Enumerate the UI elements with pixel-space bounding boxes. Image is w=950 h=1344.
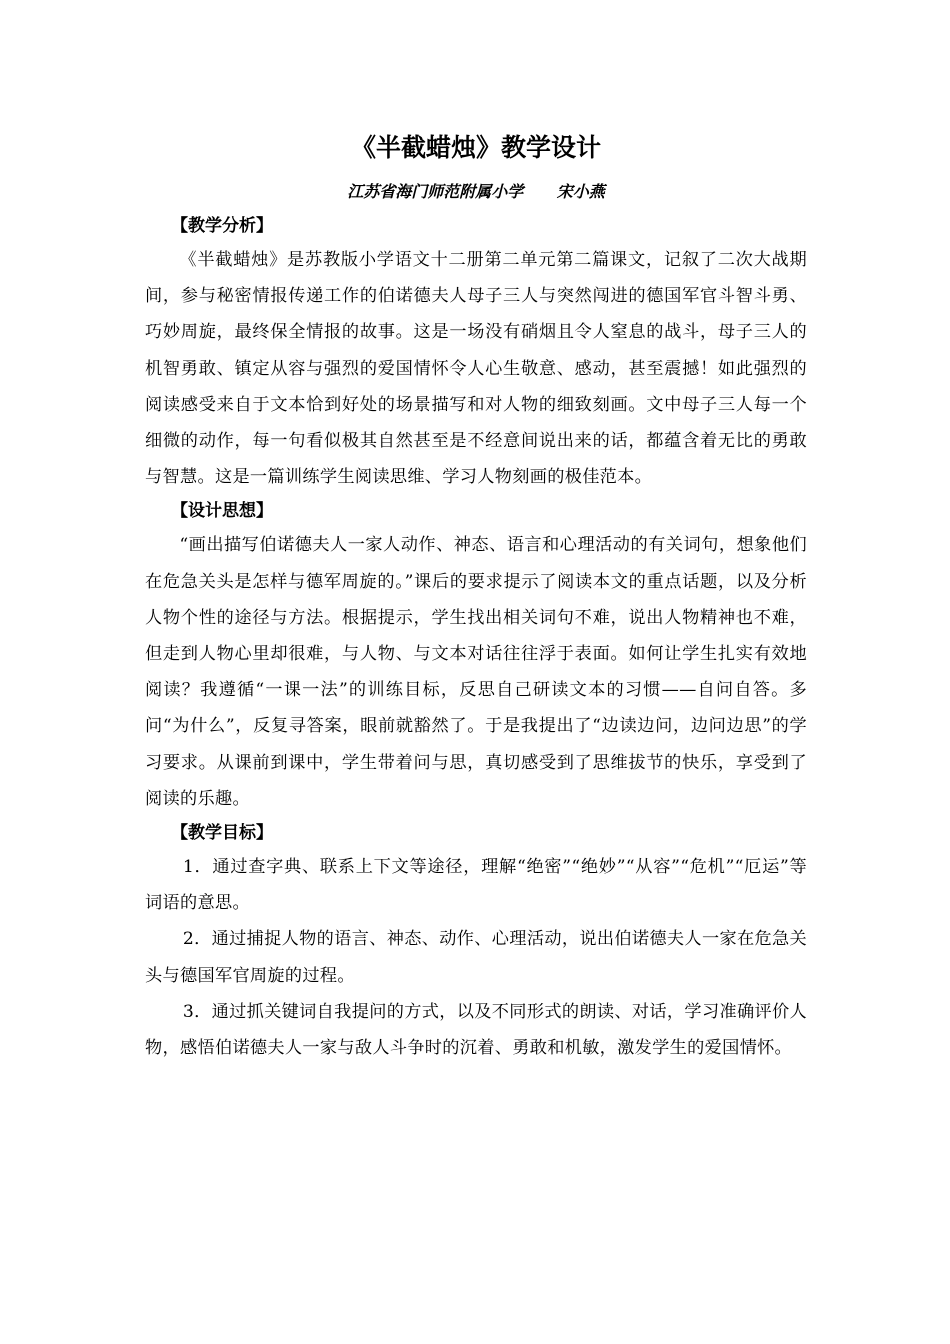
section-heading-design: 【设计思想】 bbox=[171, 501, 273, 522]
document-author: 江苏省海门师范附属小学 宋小燕 bbox=[347, 182, 605, 201]
goal-item-1: 1．通过查字典、联系上下文等途径，理解“绝密”“绝妙”“从容”“危机”“厄运”等词语的意思。 bbox=[145, 857, 807, 914]
goal-item-2: 2．通过捕捉人物的语言、神态、动作、心理活动，说出伯诺德夫人一家在危急关头与德国军官周旋的过程。 bbox=[145, 929, 807, 986]
goal-item-3: 3．通过抓关键词自我提问的方式，以及不同形式的朗读、对话，学习准确评价人物，感悟伯诺德夫人一家与敌人斗争时的沉着、勇敢和机敏，激发学生的爱国情怀。 bbox=[145, 1001, 807, 1059]
section-heading-analysis: 【教学分析】 bbox=[171, 216, 273, 236]
document-page bbox=[145, 128, 807, 1066]
design-paragraph: “画出描写伯诺德夫人一家人动作、神态、语言和心理活动的有关词句，想象他们在危急关头是怎样与德军周旋的。”课后的要求提示了阅读本文的重点话题，以及分析人物个性的途径与方法。根据提示，学生找出相关词句不难，说出人物精神也不难，但走到人物心里却很难，与人物、与文本对话往往浮于表面。如何让学生扎实有效地阅读？我遵循“一课一法”的训练目标，反思自己研读文本的习惯——自问自答。多问“为什么”，反复寻答案，眼前就豁然了。于是我提出了“边读边问，边问边思”的学习要求。从课前到课中，学生带着问与思，真切感受到了思维拔节的快乐，享受到了阅读的乐趣。 bbox=[145, 535, 807, 809]
analysis-paragraph: 《半截蜡烛》是苏教版小学语文十二册第二单元第二篇课文，记叙了二次大战期间，参与秘密情报传递工作的伯诺德夫人母子三人与突然闯进的德国军官斗智斗勇、巧妙周旋，最终保全情报的故事。这是一场没有硝烟且令人窒息的战斗，母子三人的机智勇敢、镇定从容与强烈的爱国情怀令人心生敬意、感动，甚至震撼！如此强烈的阅读感受来自于文本恰到好处的场景描写和对人物的细致刻画。文中母子三人每一个细微的动作，每一句看似极其自然甚至是不经意间说出来的话，都蕴含着无比的勇敢与智慧。这是一篇训练学生阅读思维、学习人物刻画的极佳范本。 bbox=[145, 250, 807, 488]
document-title: 《半截蜡烛》教学设计 bbox=[350, 133, 601, 162]
section-heading-goals: 【教学目标】 bbox=[171, 823, 273, 844]
